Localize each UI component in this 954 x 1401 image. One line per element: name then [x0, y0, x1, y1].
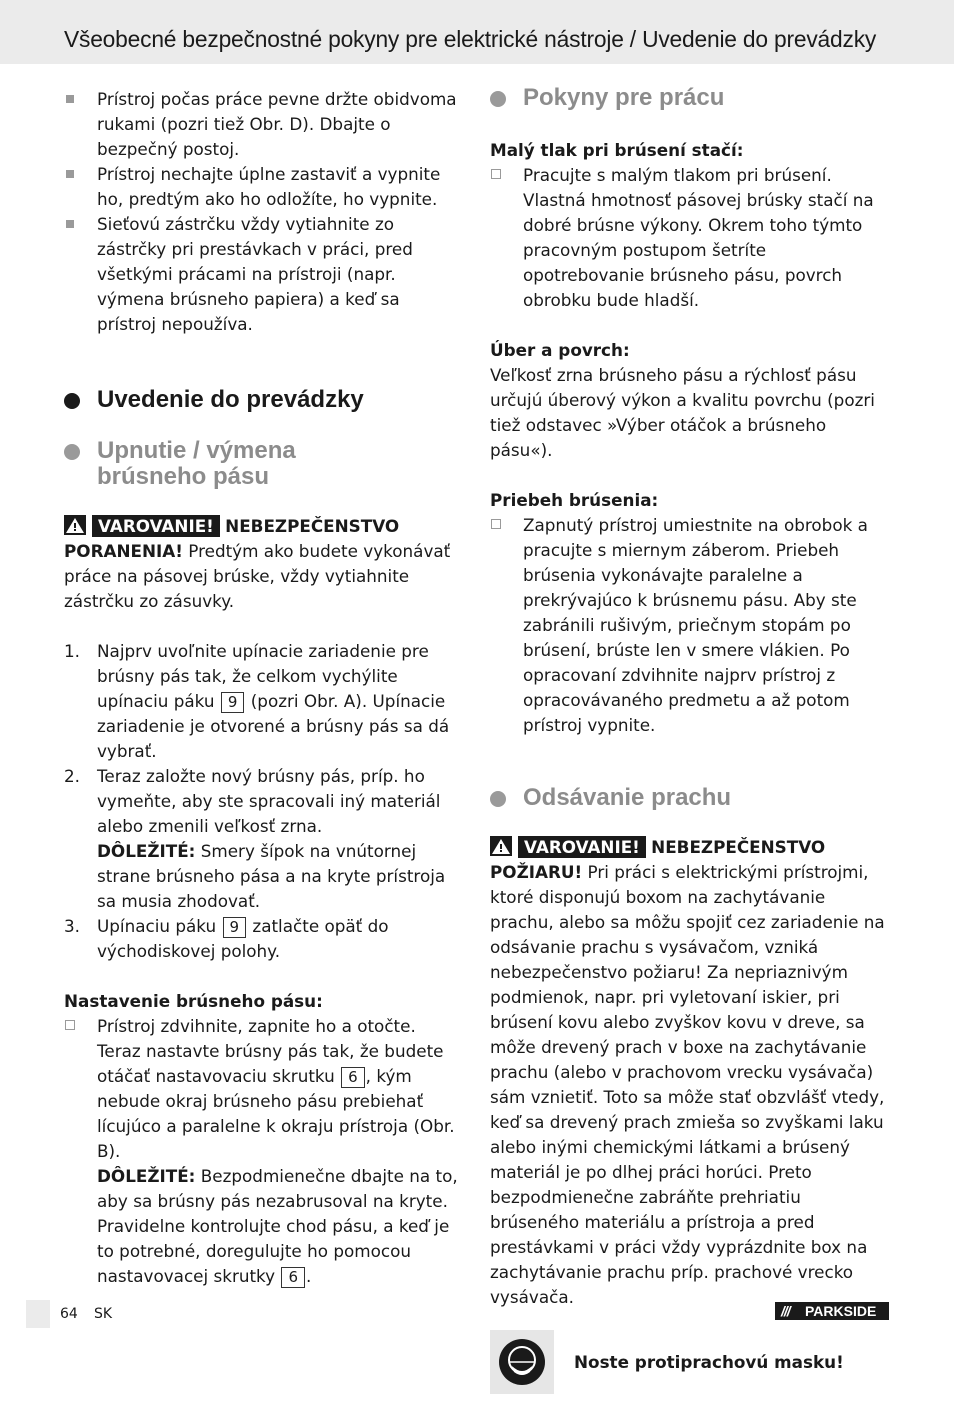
heading-dot-icon	[490, 91, 506, 107]
subsection-heading	[64, 438, 460, 490]
warning-block	[490, 835, 890, 1310]
section-heading	[490, 785, 890, 811]
open-square-bullet-icon	[64, 1014, 84, 1039]
section-heading-text: Pokyny pre prácu	[523, 84, 725, 111]
part-reference: 9	[223, 917, 247, 938]
part-reference: 6	[281, 1267, 305, 1288]
note-text: Bezpodmienečne dbajte na to, aby sa brúsny pás nezabrusoval na kryte. Pravidelne kontrolujte chod pásu, a keď je to potrebné, doregulujte ho pomocou nastavovacej skrutky	[97, 1166, 458, 1286]
item-text: Prístroj zdvihnite, zapnite ho a otočte. Teraz nastavte brúsny pás tak, že budete otáčať nastavovaciu skrutku	[97, 1016, 444, 1086]
item-text: Zapnutý prístroj umiestnite na obrobok a pracujte s miernym záberom. Priebeh brúsenia vykonávajte paralelne a prekrývajúco k brúsnemu pásu. Aby ste zabránili rušivým, priečnym stopám po brúsení, brúste len v smere vlákien. Po opracovaní zdvihnite najprv prístroj z opracovávaného predmetu a až potom prístroj vypnite.	[523, 515, 868, 735]
left-column	[64, 87, 460, 1289]
warning-badge: VAROVANIE!	[92, 515, 220, 537]
heading-dot-icon	[490, 791, 506, 807]
page-number: 64	[60, 1306, 78, 1322]
warning-heading: NEBEZPEČENSTVO	[651, 837, 826, 857]
section-heading	[64, 387, 460, 413]
list-item	[64, 162, 460, 212]
step-number: 2.	[64, 766, 81, 786]
warning-triangle-icon	[490, 836, 512, 856]
mask-notice	[490, 1330, 890, 1396]
step-text: Teraz založte nový brúsny pás, príp. ho vymeňte, aby ste spracovali iný materiál alebo zmenili veľkosť zrna.	[97, 766, 441, 836]
bullet-text: Prístroj počas práce pevne držte obidvoma rukami (pozri tiež Obr. D). Dbajte o bezpečný postoj.	[97, 89, 457, 159]
page-header	[0, 0, 954, 64]
list-item	[490, 513, 890, 738]
square-bullet-icon	[64, 87, 84, 112]
note-label: DÔLEŽITÉ:	[97, 841, 196, 861]
warning-block	[64, 514, 460, 614]
section-heading-text: Uvedenie do prevádzky	[97, 386, 364, 413]
page-title: Všeobecné bezpečnostné pokyny pre elektrické nástroje / Uvedenie do prevádzky	[64, 26, 877, 52]
square-bullet-icon	[64, 212, 84, 237]
step-text: zatlačte opäť do východiskovej polohy.	[97, 916, 389, 961]
note-text: .	[306, 1266, 312, 1286]
footer-marker	[26, 1300, 50, 1328]
bullet-text: Sieťovú zástrčku vždy vytiahnite zo zástrčky pri prestávkach v práci, pred všetkými prácami na prístroji (napr. výmena brúsneho papiera) a keď sa prístroj nepoužíva.	[97, 214, 413, 334]
subheading: Malý tlak pri brúsení stačí:	[490, 140, 744, 160]
step-text: (pozri Obr. A). Upínacie zariadenie je otvorené a brúsny pás sa dá vybrať.	[97, 691, 450, 761]
list-item	[490, 163, 890, 313]
warning-badge: VAROVANIE!	[518, 836, 646, 858]
right-column	[490, 85, 890, 1396]
paragraph: Veľkosť zrna brúsneho pásu a rýchlosť pásu určujú úberový výkon a kvalitu povrchu (pozri tiež odstavec »Výber otáčok a brúsneho pásu«).	[490, 365, 875, 460]
open-square-bullet-icon	[490, 163, 510, 188]
section-heading	[490, 85, 890, 111]
brand-logo	[775, 1302, 889, 1320]
language-code: SK	[94, 1306, 113, 1322]
step-number: 1.	[64, 641, 81, 661]
note-label: DÔLEŽITÉ:	[97, 1166, 196, 1186]
step-text: Upínaciu páku	[97, 916, 217, 936]
subheading: Priebeh brúsenia:	[490, 490, 659, 510]
list-item	[64, 764, 460, 914]
list-item	[64, 212, 460, 337]
brand-stripes: ///	[781, 1303, 790, 1319]
list-item	[64, 914, 460, 964]
warning-heading: PORANENIA!	[64, 541, 183, 561]
subheading: Úber a povrch:	[490, 340, 630, 360]
section-heading-text: Odsávanie prachu	[523, 784, 732, 811]
warning-triangle-icon	[64, 515, 86, 535]
step-number: 3.	[64, 916, 81, 936]
step-text: Najprv uvoľnite upínacie zariadenie pre brúsny pás tak, že celkom vychýlite upínaciu páku	[97, 641, 429, 711]
bullet-text: Prístroj nechajte úplne zastaviť a vypnite ho, predtým ako ho odložíte, ho vypnite.	[97, 164, 441, 209]
part-reference: 9	[221, 692, 245, 713]
subsection-heading-text: Upnutie / výmena brúsneho pásu	[97, 437, 296, 490]
brand-name: PARKSIDE	[805, 1303, 877, 1319]
warning-text: Pri práci s elektrickými prístrojmi, ktoré disponujú boxom na zachytávanie prachu, alebo sa môžu spojiť cez zariadenie na odsávanie prachu s vysávačom, vzniká nebezpečenstvo požiaru! Za nepriaznivým podmienok, napr. pri vyletovaní iskier, pri brúsení kovu alebo zvyškov kovu v dreve, sa môže drevený prach v boxe na zachytávanie prachu (alebo v prachovom vrecku vysávača) sám vznietiť. Toto sa môže stať obzvlášť vtedy, keď sa drevený prach zmieša so zvyškami laku alebo inými chemickými látkami a brúsený materiál je po dlhej práci horúci. Preto bezpodmienečne zabráňte prehriatiu brúseného materiálu a prístroja a pred prestávkami v práci vždy vyprázdnite box na zachytávanie prachu príp. prachové vrecko vysávača.	[490, 862, 885, 1307]
subheading: Nastavenie brúsneho pásu:	[64, 991, 323, 1011]
mask-label: Noste protiprachovú masku!	[574, 1352, 844, 1372]
square-bullet-icon	[64, 162, 84, 187]
item-text: Pracujte s malým tlakom pri brúsení. Vlastná hmotnosť pásovej brúsky stačí na dobré brúsne výkony. Okrem toho týmto pracovným postupom šetríte opotrebovanie brúsneho pásu, povrch obrobku bude hladší.	[523, 165, 874, 310]
heading-dot-icon	[64, 444, 80, 460]
part-reference: 6	[341, 1067, 365, 1088]
open-square-bullet-icon	[490, 513, 510, 538]
dust-mask-icon	[490, 1330, 554, 1394]
heading-dot-icon	[64, 393, 80, 409]
warning-text: Predtým ako budete vykonávať práce na pásovej brúske, vždy vytiahnite zástrčku zo zásuvky.	[64, 541, 451, 611]
list-item	[64, 1014, 460, 1289]
item-text: , kým nebude okraj brúsneho pásu prebiehať lícujúco a paralelne k okraju prístroja (Obr. B).	[97, 1066, 455, 1161]
warning-heading: NEBEZPEČENSTVO	[225, 516, 400, 536]
list-item	[64, 87, 460, 162]
list-item	[64, 639, 460, 764]
note-text: Smery šípok na vnútornej strane brúsneho pása a na kryte prístroja sa musia zhodovať.	[97, 841, 446, 911]
warning-heading: POŽIARU!	[490, 862, 583, 882]
